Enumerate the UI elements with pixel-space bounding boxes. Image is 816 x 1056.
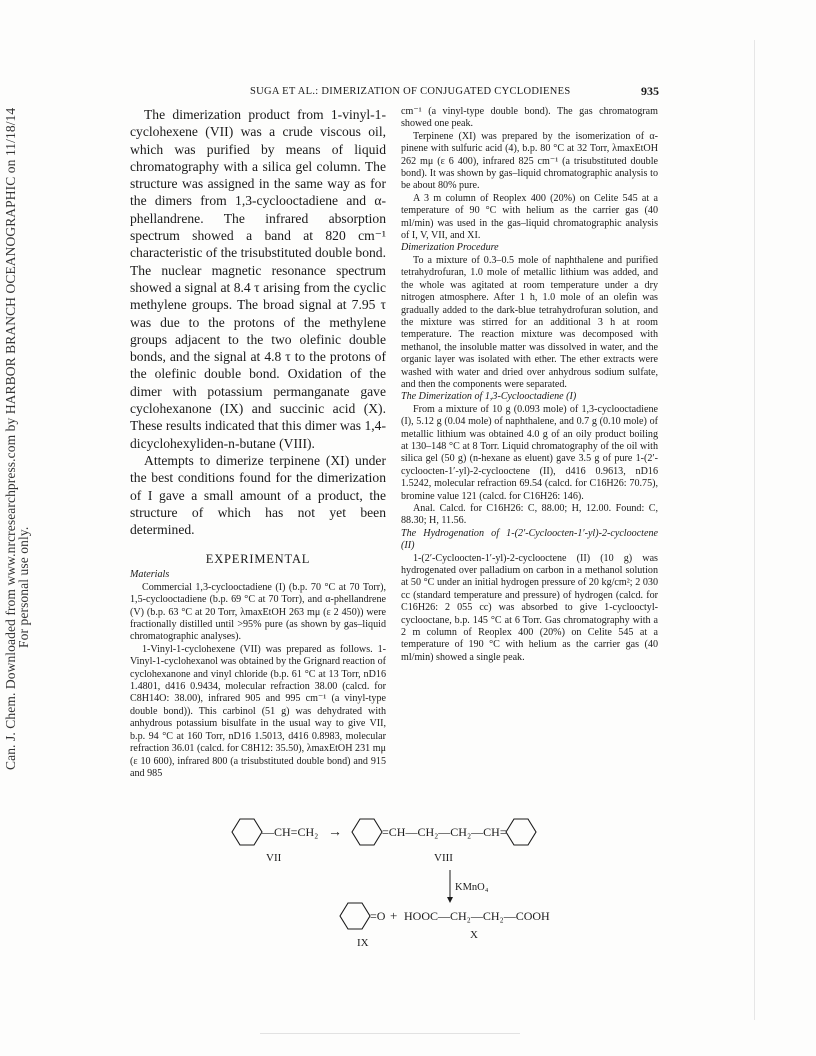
compound-label-vii: VII bbox=[266, 852, 282, 864]
viii-chain: =CH—CH₂—CH₂—CH= bbox=[382, 825, 507, 839]
compound-label-x: X bbox=[470, 929, 478, 941]
scan-artifact bbox=[260, 1033, 520, 1034]
subsection-heading-procedure: Dimerization Procedure bbox=[401, 242, 499, 254]
analysis-paragraph: Anal. Calcd. for C16H26: C, 88.00; H, 12.00. Found: C, 88.30; H, 11.56. bbox=[401, 503, 658, 527]
subsection-heading-hydrogenation: The Hydrogenation of 1-(2′-Cycloocten-1′-yl)-2-cyclooctene (II) bbox=[401, 527, 658, 552]
download-notice bbox=[0, 0, 30, 1056]
body-paragraph: From a mixture of 10 g (0.093 mole) of 1,3-cyclooctadiene (I), 5.12 g (0.04 mole) of naphthalene, and 0.7 g (0.10 mole) of metallic lithium was obtained 4.0 g of an oily product boiling at 130–148 °C at 8 Torr. Liquid chromatography of the oil with silica gel (50 g) (n-hexane as eluent) gave 3.5 g of pure 1-(2′-cycloocten-1′-yl)-2-cyclooctene (II), d416 0.9613, nD16 1.5242, molecular refraction 69.54 (calcd. for C16H26: 70.75), bromine value 121 (calcd. for C16H26: 146). bbox=[401, 403, 658, 502]
oxidation-arrow-head bbox=[447, 897, 453, 903]
left-column bbox=[130, 106, 386, 780]
reaction-arrow: → bbox=[328, 825, 342, 840]
subsection-heading-dimerization: The Dimerization of 1,3-Cyclooctadiene (I) bbox=[401, 391, 577, 403]
body-paragraph: The dimerization product from 1-vinyl-1-cyclohexene (VII) was a crude viscous oil, which was purified by means of liquid chromatography with a silica gel column. The structure was assigned in the same way as for the dimers from 1,3-cyclooctadiene and α-phellandrene. The infrared absorption spectrum showed a band at 820 cm⁻¹ characteristic of the trisubstituted double bond. The nuclear magnetic resonance spectrum showed a signal at 8.4 τ arising from the cyclic methylene groups. The broad signal at 7.95 τ was due to the protons of the methylene groups adjacent to the two olefinic double bonds, and the signal at 4.8 τ to the protons of the olefinic double bond. Oxidation of the dimer with potassium permanganate gave cyclohexanone (IX) and succinic acid (X). These results indicated that this dimer was 1,4-dicyclohexyliden-n-butane (VIII). bbox=[130, 107, 386, 451]
personal-use-line: For personal use only. bbox=[16, 526, 31, 648]
plus-sign: + bbox=[390, 908, 398, 923]
body-paragraph: A 3 m column of Reoplex 400 (20%) on Celite 545 at a temperature of 90 °C with helium as the carrier gas (40 ml/min) was used in the gas–liquid chromatographic analysis of I, V, VII, and XI. bbox=[401, 192, 658, 242]
body-paragraph: 1-(2′-Cycloocten-1′-yl)-2-cyclooctene (II) (10 g) was hydrogenated over palladium on carbon in a methanol solution at 50 °C under an initial hydrogen pressure of 20 kg/cm²; 2 030 cc (standard temperature and pressure) of hydrogen (calcd. for C16H26: 2 055 cc) was absorbed to give 1-cyclooctyl-cyclooctane, b.p. 145 °C at 6 Torr. Gas chromatography with a 2 m column of Reoplex 400 (20%) on Celite 545 at a temperature of 190 °C with helium as the carrier gas (40 ml/min) showed a single peak. bbox=[401, 552, 658, 663]
vii-substituent: —CH=CH₂ bbox=[262, 825, 319, 839]
section-heading-experimental: EXPERIMENTAL bbox=[205, 552, 311, 567]
right-column bbox=[401, 106, 658, 664]
reagent-label: KMnO₄ bbox=[455, 882, 489, 893]
cyclohexene-ring-viii-left bbox=[352, 819, 382, 845]
running-title: SUGA ET AL.: DIMERIZATION OF CONJUGATED CYCLODIENES bbox=[250, 86, 571, 97]
body-paragraph: Commercial 1,3-cyclooctadiene (I) (b.p. 70 °C at 70 Torr), 1,5-cyclooctadiene (b.p. 69 °C at 70 Torr), and α-phellandrene (V) (b.p. 63 °C at 20 Torr, λmaxEtOH 263 mμ (ε 2 450)) were fractionally distilled until >95% pure (as shown by gas–liquid chromatographic analyses). bbox=[130, 581, 386, 643]
body-paragraph: cm⁻¹ (a vinyl-type double bond). The gas chromatogram showed one peak. bbox=[401, 106, 658, 130]
download-notice-line: Can. J. Chem. Downloaded from www.nrcresearchpress.com by HARBOR BRANCH OCEANOGRAPHIC on 11/18/14 bbox=[3, 107, 18, 770]
subsection-heading-materials: Materials bbox=[130, 569, 170, 581]
ketone-group: =O bbox=[370, 909, 386, 923]
body-paragraph: Attempts to dimerize terpinene (XI) under the best conditions found for the dimerization of I gave a small amount of a product, the structure of which has not yet been determined. bbox=[130, 452, 386, 538]
cyclohexane-ring-ix bbox=[340, 903, 370, 929]
scan-artifact bbox=[754, 40, 755, 1020]
succinic-acid-formula: HOOC—CH₂—CH₂—COOH bbox=[404, 909, 550, 923]
compound-label-ix: IX bbox=[357, 937, 369, 949]
cyclohexene-ring-vii bbox=[232, 819, 262, 845]
body-paragraph: Terpinene (XI) was prepared by the isomerization of α-pinene with sulfuric acid (4), b.p. 80 °C at 32 Torr, λmaxEtOH 262 mμ (ε 6 400), infrared 825 cm⁻¹ (a trisubstituted double bond). It was shown by gas–liquid chromatographic analysis to be about 80% pure. bbox=[401, 130, 658, 192]
cyclohexene-ring-viii-right bbox=[506, 819, 536, 845]
body-paragraph: 1-Vinyl-1-cyclohexene (VII) was prepared as follows. 1-Vinyl-1-cyclohexanol was obtained by the Grignard reaction of cyclohexanone and vinyl chloride (b.p. 61 °C at 13 Torr, nD16 1.4801, d416 0.9434, molecular refraction 38.00 (calcd. for C8H14O: 38.00), infrared 905 and 995 cm⁻¹ (a vinyl-type double bond)). This carbinol (51 g) was dehydrated with anhydrous potassium bisulfate in the usual way to give VII, b.p. 94 °C at 160 Torr, nD16 1.5013, d416 0.8983, molecular refraction 36.01 (calcd. for C8H12: 35.50), λmaxEtOH 231 mμ (ε 10 600), infrared 800 (a trisubstituted double bond) and 915 and 985 bbox=[130, 643, 386, 779]
compound-label-viii: VIII bbox=[434, 852, 453, 864]
body-paragraph: To a mixture of 0.3–0.5 mole of naphthalene and purified tetrahydrofuran, 1.0 mole of metallic lithium was added, and the whole was agitated at room temperature under a dry nitrogen atmosphere. After 1 h, 1.0 mole of an olefin was gradually added to the dark-blue tetrahydrofuran solution, and the mixture was stirred for an additional 3 h at room temperature. The reaction mixture was decomposed with methanol, the insoluble matter was dissolved in water, and the organic layer was isolated with ether. The ether extracts were washed with water and dried over anhydrous sodium sulfate, and then the components were separated. bbox=[401, 254, 658, 390]
page-number: 935 bbox=[641, 84, 659, 98]
